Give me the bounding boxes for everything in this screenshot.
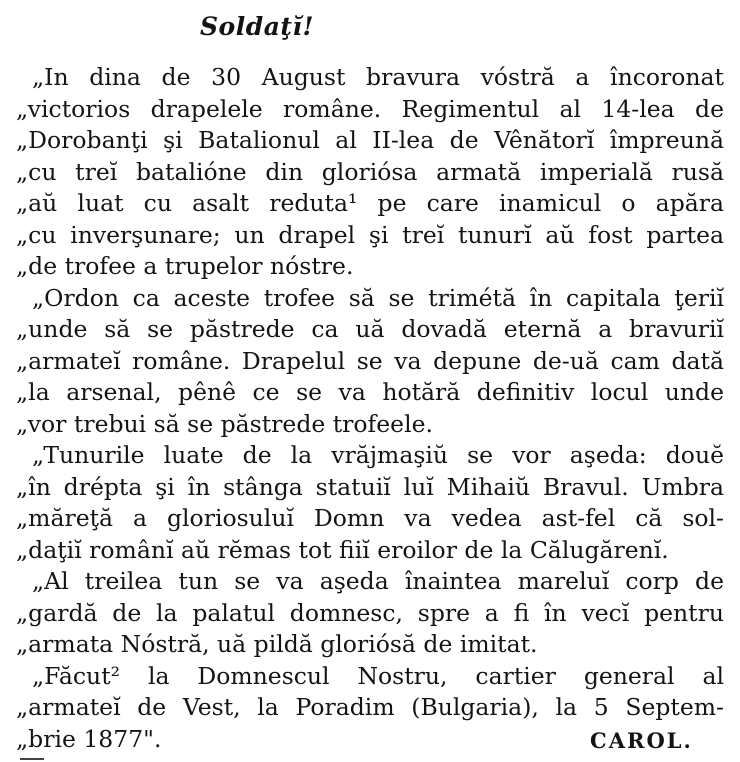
text-line: „victorios drapelele române. Regimentul al 14-lea de	[16, 94, 724, 123]
text-line: „brie 1877".	[16, 724, 162, 753]
text-line: „Al treilea tun se va aşeda înaintea mareluĭ corp de	[32, 567, 724, 595]
text-line: „In dina de 30 August bravura vóstră a încoronat	[32, 63, 724, 91]
text-line: „daţiĭ românĭ aŭ rĕmas tot fiiĭ eroilor de la Călugărenĭ.	[16, 535, 669, 564]
text-line: „armateĭ române. Drapelul se va depune de-uă cam dată	[16, 346, 724, 375]
text-line: „cu inverşunare; un drapel şi treĭ tunurĭ aŭ fost partea	[16, 220, 724, 249]
text-line: „măreţă a gloriosuluĭ Domn va vedea ast-fel că sol-	[16, 504, 724, 532]
text-line: „armateĭ de Vest, la Poradim (Bulgaria), la 5 Septem-	[16, 693, 724, 721]
text-line: „armata Nóstră, uă pildă gloriósă de imitat.	[16, 630, 538, 658]
text-line: „cu treĭ batalióne din gloriósa armată imperială rusă	[16, 157, 724, 186]
text-line: „Făcut² la Domnescul Nostru, cartier general al	[32, 661, 724, 690]
signature: CAROL.	[590, 728, 693, 753]
text-line: „în drépta şi în stânga statuiĭ luĭ Mihaiŭ Bravul. Umbra	[16, 472, 724, 501]
text-line: „Ordon ca aceste trofee să se trimétă în capitala ţeriĭ	[32, 283, 724, 312]
text-line: „aŭ luat cu asalt reduta¹ pe care inamicul o apăra	[16, 189, 724, 217]
proclamation-body	[16, 62, 724, 755]
text-line: „la arsenal, pênê ce se va hotără definitiv locul unde	[16, 378, 724, 406]
text-line: „unde să se păstrede ca uă dovadă eternă a bravuriĭ	[16, 315, 724, 343]
proclamation-title: Soldaţĭ!	[200, 12, 314, 41]
text-line: „vor trebui să se păstrede trofeele.	[16, 409, 433, 438]
text-line: „gardă de la palatul domnesc, spre a fi în vecĭ pentru	[16, 598, 724, 627]
footnote-rule	[20, 758, 44, 760]
text-line: „Dorobanţi şi Batalionul al II-lea de Vênătorĭ împreună	[16, 126, 724, 154]
text-line: „de trofee a trupelor nóstre.	[16, 252, 354, 280]
text-line: „Tunurile luate de la vrăjmaşiŭ se vor aşeda: douĕ	[32, 441, 724, 469]
